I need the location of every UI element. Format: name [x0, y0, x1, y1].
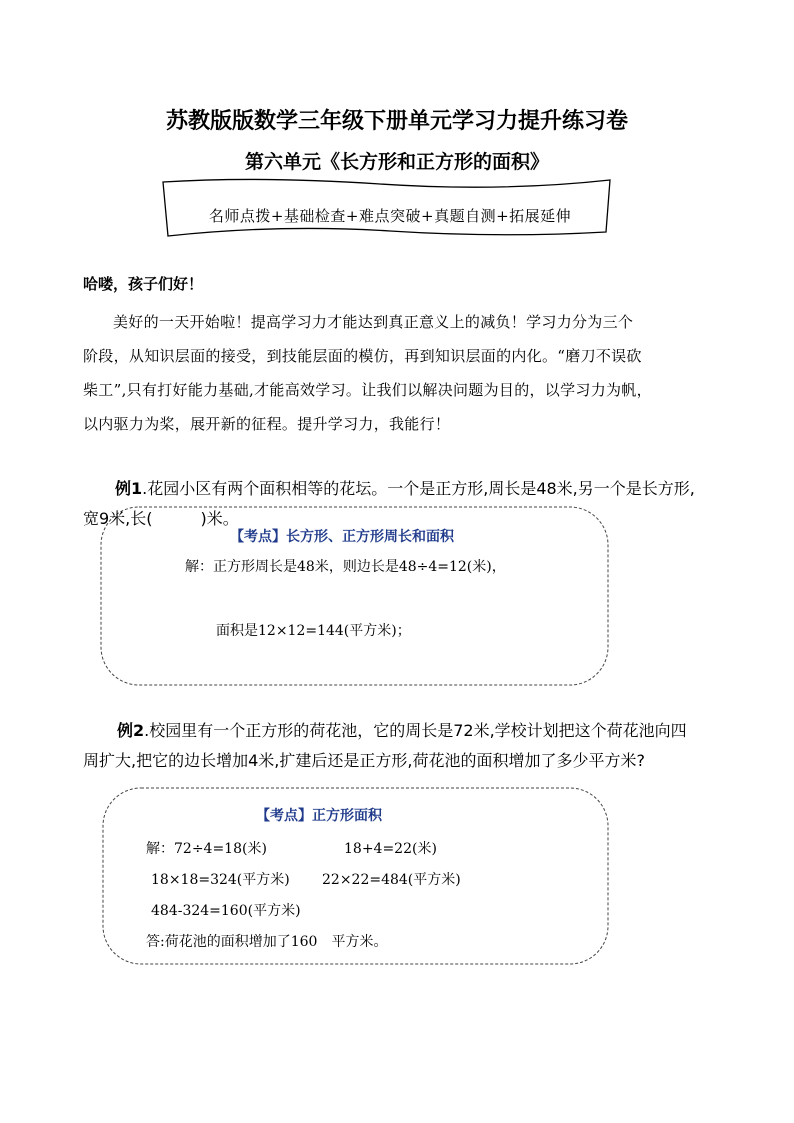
- example2-answer: 答:荷花池的面积增加了160 平方米。: [146, 934, 388, 950]
- example1-text-line2: 宽9米,长( )米。: [83, 509, 239, 528]
- example2-solution-2a: 18×18=324(平方米): [151, 872, 290, 888]
- greeting: 哈喽，孩子们好！: [83, 275, 204, 293]
- example1-kaodian: 【考点】长方形、正方形周长和面积: [230, 529, 454, 545]
- banner-text: 名师点拨+基础检查+难点突破+真题自测+拓展延伸: [208, 207, 572, 225]
- example2-solution-1a: 解：72÷4=18(米): [146, 841, 267, 857]
- example2-text-line2: 周扩大,把它的边长增加4米,扩建后还是正方形,荷花池的面积增加了多少平方米?: [83, 751, 645, 770]
- example2-solution-3: 484-324=160(平方米): [151, 903, 301, 919]
- page-title: 苏教版版数学三年级下册单元学习力提升练习卷: [165, 109, 628, 134]
- example2-solution-2b: 22×22=484(平方米): [322, 872, 461, 888]
- intro-line: 阶段，从知识层面的接受，到技能层面的模仿，再到知识层面的内化。“磨刀不误砍: [83, 347, 642, 365]
- example1-question: [115, 475, 695, 503]
- example1-text-line1: .花园小区有两个面积相等的花坛。一个是正方形,周长是48米,另一个是长方形,: [142, 479, 695, 498]
- example2-question: [117, 717, 687, 745]
- example2-text-line1: .校园里有一个正方形的荷花池，它的周长是72米,学校计划把这个荷花池向四: [144, 721, 687, 740]
- example2-label: 例2: [117, 721, 145, 740]
- example1-label: 例1: [115, 479, 143, 498]
- example2-solution-1b: 18+4=22(米): [344, 841, 437, 857]
- intro-paragraph: [83, 305, 713, 441]
- intro-line: 以内驱力为桨，展开新的征程。提升学习力，我能行！: [83, 415, 451, 433]
- intro-line: 柴工”,只有打好能力基础,才能高效学习。让我们以解决问题为目的，以学习力为帆，: [83, 381, 652, 399]
- intro-line: 美好的一天开始啦！提高学习力才能达到真正意义上的减负！学习力分为三个: [113, 313, 634, 331]
- page-subtitle: 第六单元《长方形和正方形的面积》: [244, 151, 549, 173]
- example1-solution-line2: 面积是12×12=144(平方米)；: [216, 623, 411, 639]
- example2-kaodian: 【考点】正方形面积: [256, 808, 382, 824]
- example1-solution-line1: 解：正方形周长是48米，则边长是48÷4=12(米)，: [185, 559, 506, 575]
